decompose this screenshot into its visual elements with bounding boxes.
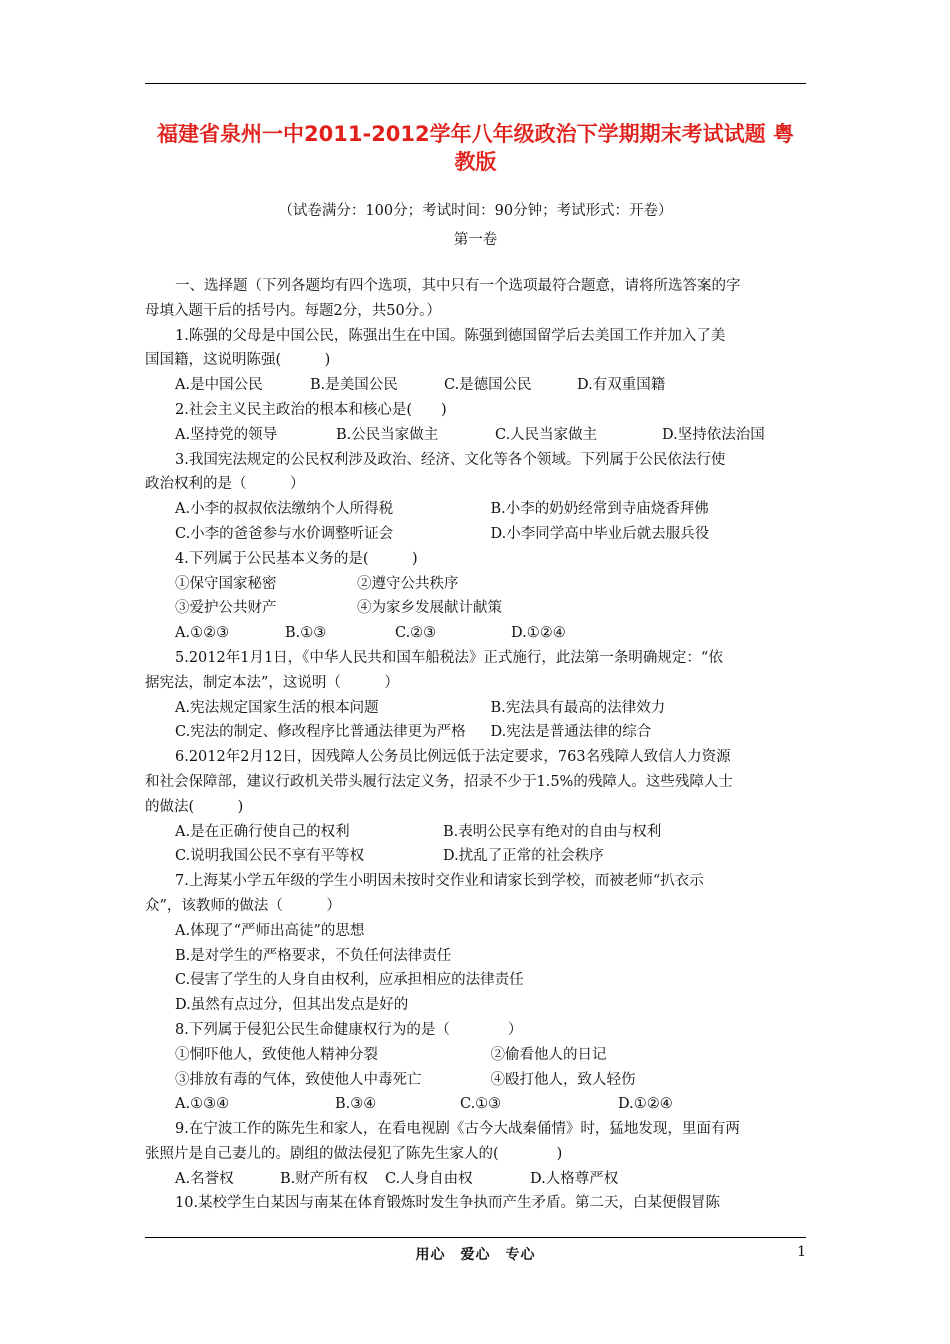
question-stem bbox=[145, 472, 806, 497]
instruction-text: 一、选择题（下列各题均有四个选项，其中只有一个选项最符合题意，请将所选答案的字 bbox=[175, 278, 741, 294]
statement-item: ①恫吓他人，致使他人精神分裂 bbox=[175, 1046, 378, 1063]
answer-option: C.说明我国公民不享有平等权 bbox=[175, 848, 365, 865]
question-text: 国国籍，这说明陈强( ) bbox=[145, 352, 331, 369]
answer-option: D.虽然有点过分，但其出发点是好的 bbox=[175, 997, 409, 1014]
question-text: 4.下列属于公民基本义务的是( ) bbox=[175, 550, 418, 567]
question-stem bbox=[145, 1117, 806, 1142]
statement-item: ②偷看他人的日记 bbox=[490, 1046, 607, 1063]
part-heading: 第一卷 bbox=[453, 232, 498, 248]
option-row bbox=[145, 373, 806, 398]
option-row bbox=[145, 720, 806, 745]
question-text: 7.上海某小学五年级的学生小明因未按时交作业和请家长到学校，而被老师“扒衣示 bbox=[175, 873, 704, 890]
option-row bbox=[145, 1167, 806, 1192]
question-stem bbox=[145, 894, 806, 919]
answer-option: D.宪法是普通法律的综合 bbox=[490, 724, 652, 741]
answer-option: A.是中国公民 bbox=[175, 377, 263, 394]
answer-option: B.小李的奶奶经常到寺庙烧香拜佛 bbox=[490, 501, 709, 518]
question-text: 10.某校学生白某因与南某在体育锻炼时发生争执而产生矛盾。第二天，白某便假冒陈 bbox=[175, 1195, 721, 1212]
answer-option: C.人身自由权 bbox=[385, 1170, 473, 1187]
question-stem bbox=[145, 795, 806, 820]
title-line-2: 教版 bbox=[454, 150, 497, 174]
answer-option: D.①②④ bbox=[511, 625, 566, 642]
question-text: 众”，该教师的做法（ ） bbox=[145, 897, 341, 914]
question-stem bbox=[145, 671, 806, 696]
instruction-line bbox=[145, 274, 806, 299]
statement-item: ③爱护公共财产 bbox=[175, 600, 277, 617]
answer-option: D.人格尊严权 bbox=[530, 1170, 619, 1187]
question-stem bbox=[145, 324, 806, 349]
answer-option: D.有双重国籍 bbox=[577, 377, 666, 394]
answer-option: B.③④ bbox=[335, 1096, 377, 1113]
answer-option: D.①②④ bbox=[618, 1096, 673, 1113]
question-text: 1.陈强的父母是中国公民，陈强出生在中国。陈强到德国留学后去美国工作并加入了美 bbox=[175, 327, 726, 344]
answer-option: A.体现了“严师出高徒”的思想 bbox=[175, 922, 365, 939]
answer-option: B.是对学生的严格要求，不负任何法律责任 bbox=[175, 947, 452, 964]
question-text: 和社会保障部，建议行政机关带头履行法定义务，招录不少于1.5%的残障人。这些残障人士 bbox=[145, 773, 733, 790]
question-text: 9.在宁波工作的陈先生和家人，在看电视剧《古今大战秦俑情》时，猛地发现，里面有两 bbox=[175, 1121, 740, 1138]
option-row bbox=[145, 497, 806, 522]
answer-option: B.表明公民享有绝对的自由与权利 bbox=[443, 823, 662, 840]
answer-option: B.①③ bbox=[285, 625, 327, 642]
question-text: 5.2012年1月1日，《中华人民共和国车船税法》正式施行，此法第一条明确规定：“依 bbox=[175, 649, 723, 666]
footer-motto: 用心 爱心 专心 bbox=[415, 1247, 536, 1263]
document-title bbox=[145, 120, 806, 176]
title-line-1: 福建省泉州一中2011-2012学年八年级政治下学期期末考试试题 粤 bbox=[157, 122, 794, 146]
answer-option: A.①③④ bbox=[175, 1096, 230, 1113]
answer-option: A.坚持党的领导 bbox=[175, 426, 278, 443]
answer-option: B.财产所有权 bbox=[280, 1170, 368, 1187]
statement-item: ③排放有毒的气体，致使他人中毒死亡 bbox=[175, 1071, 422, 1088]
statement-item: ①保守国家秘密 bbox=[175, 575, 277, 592]
answer-option: D.小李同学高中毕业后就去服兵役 bbox=[490, 525, 710, 542]
footer-rule bbox=[145, 1237, 806, 1238]
statement-row bbox=[145, 1068, 806, 1093]
option-row bbox=[145, 522, 806, 547]
question-stem bbox=[145, 1018, 806, 1043]
instruction-line bbox=[145, 299, 806, 324]
answer-option: C.人民当家做主 bbox=[495, 426, 598, 443]
question-stem bbox=[145, 869, 806, 894]
option-row bbox=[145, 944, 806, 969]
question-text: 张照片是自己妻儿的。剧组的做法侵犯了陈先生家人的( ) bbox=[145, 1145, 563, 1162]
option-row bbox=[145, 993, 806, 1018]
statement-row bbox=[145, 1043, 806, 1068]
answer-option: D.扰乱了正常的社会秩序 bbox=[443, 848, 604, 865]
answer-option: A.宪法规定国家生活的根本问题 bbox=[175, 699, 379, 716]
option-row bbox=[145, 621, 806, 646]
option-row bbox=[145, 696, 806, 721]
option-row bbox=[145, 968, 806, 993]
answer-option: B.公民当家做主 bbox=[336, 426, 439, 443]
statement-row bbox=[145, 572, 806, 597]
question-body bbox=[145, 274, 806, 1216]
question-stem bbox=[145, 1142, 806, 1167]
option-row bbox=[145, 820, 806, 845]
answer-option: B.是美国公民 bbox=[310, 377, 398, 394]
answer-option: C.小李的爸爸参与水价调整听证会 bbox=[175, 525, 394, 542]
question-text: 6.2012年2月12日，因残障人公务员比例远低于法定要求，763名残障人致信人力资源 bbox=[175, 749, 731, 766]
question-text: 政治权利的是（ ） bbox=[145, 476, 305, 493]
header-rule bbox=[145, 83, 806, 84]
question-stem bbox=[145, 1191, 806, 1216]
question-stem bbox=[145, 745, 806, 770]
option-row bbox=[145, 1092, 806, 1117]
statement-row bbox=[145, 596, 806, 621]
answer-option: C.宪法的制定、修改程序比普通法律更为严格 bbox=[175, 724, 466, 741]
exam-info: （试卷满分：100分；考试时间：90分钟；考试形式：开卷） bbox=[278, 203, 673, 219]
answer-option: A.①②③ bbox=[175, 625, 230, 642]
question-text: 3.我国宪法规定的公民权利涉及政治、经济、文化等各个领域。下列属于公民依法行使 bbox=[175, 451, 726, 468]
question-text: 的做法( ) bbox=[145, 798, 244, 815]
option-row bbox=[145, 844, 806, 869]
question-text: 8.下列属于侵犯公民生命健康权行为的是（ ） bbox=[175, 1021, 523, 1038]
question-text: 据宪法，制定本法”，这说明（ ） bbox=[145, 674, 399, 691]
option-row bbox=[145, 423, 806, 448]
question-stem bbox=[145, 448, 806, 473]
statement-item: ④为家乡发展献计献策 bbox=[357, 600, 502, 617]
question-stem bbox=[145, 547, 806, 572]
answer-option: A.是在正确行使自己的权利 bbox=[175, 823, 350, 840]
answer-option: C.①③ bbox=[460, 1096, 502, 1113]
answer-option: C.是德国公民 bbox=[444, 377, 532, 394]
page-number: 1 bbox=[797, 1244, 806, 1260]
question-stem bbox=[145, 398, 806, 423]
statement-item: ④殴打他人，致人轻伤 bbox=[490, 1071, 636, 1088]
answer-option: A.名誉权 bbox=[175, 1170, 234, 1187]
question-text: 2.社会主义民主政治的根本和核心是( ) bbox=[175, 401, 447, 418]
question-stem bbox=[145, 646, 806, 671]
statement-item: ②遵守公共秩序 bbox=[357, 575, 459, 592]
question-stem bbox=[145, 348, 806, 373]
question-stem bbox=[145, 770, 806, 795]
answer-option: B.宪法具有最高的法律效力 bbox=[490, 699, 666, 716]
answer-option: C.②③ bbox=[395, 625, 437, 642]
option-row bbox=[145, 919, 806, 944]
instruction-text: 母填入题干后的括号内。每题2分，共50分。） bbox=[145, 302, 441, 319]
answer-option: A.小李的叔叔依法缴纳个人所得税 bbox=[175, 501, 394, 518]
answer-option: C.侵害了学生的人身自由权利，应承担相应的法律责任 bbox=[175, 972, 524, 989]
answer-option: D.坚持依法治国 bbox=[662, 426, 765, 443]
